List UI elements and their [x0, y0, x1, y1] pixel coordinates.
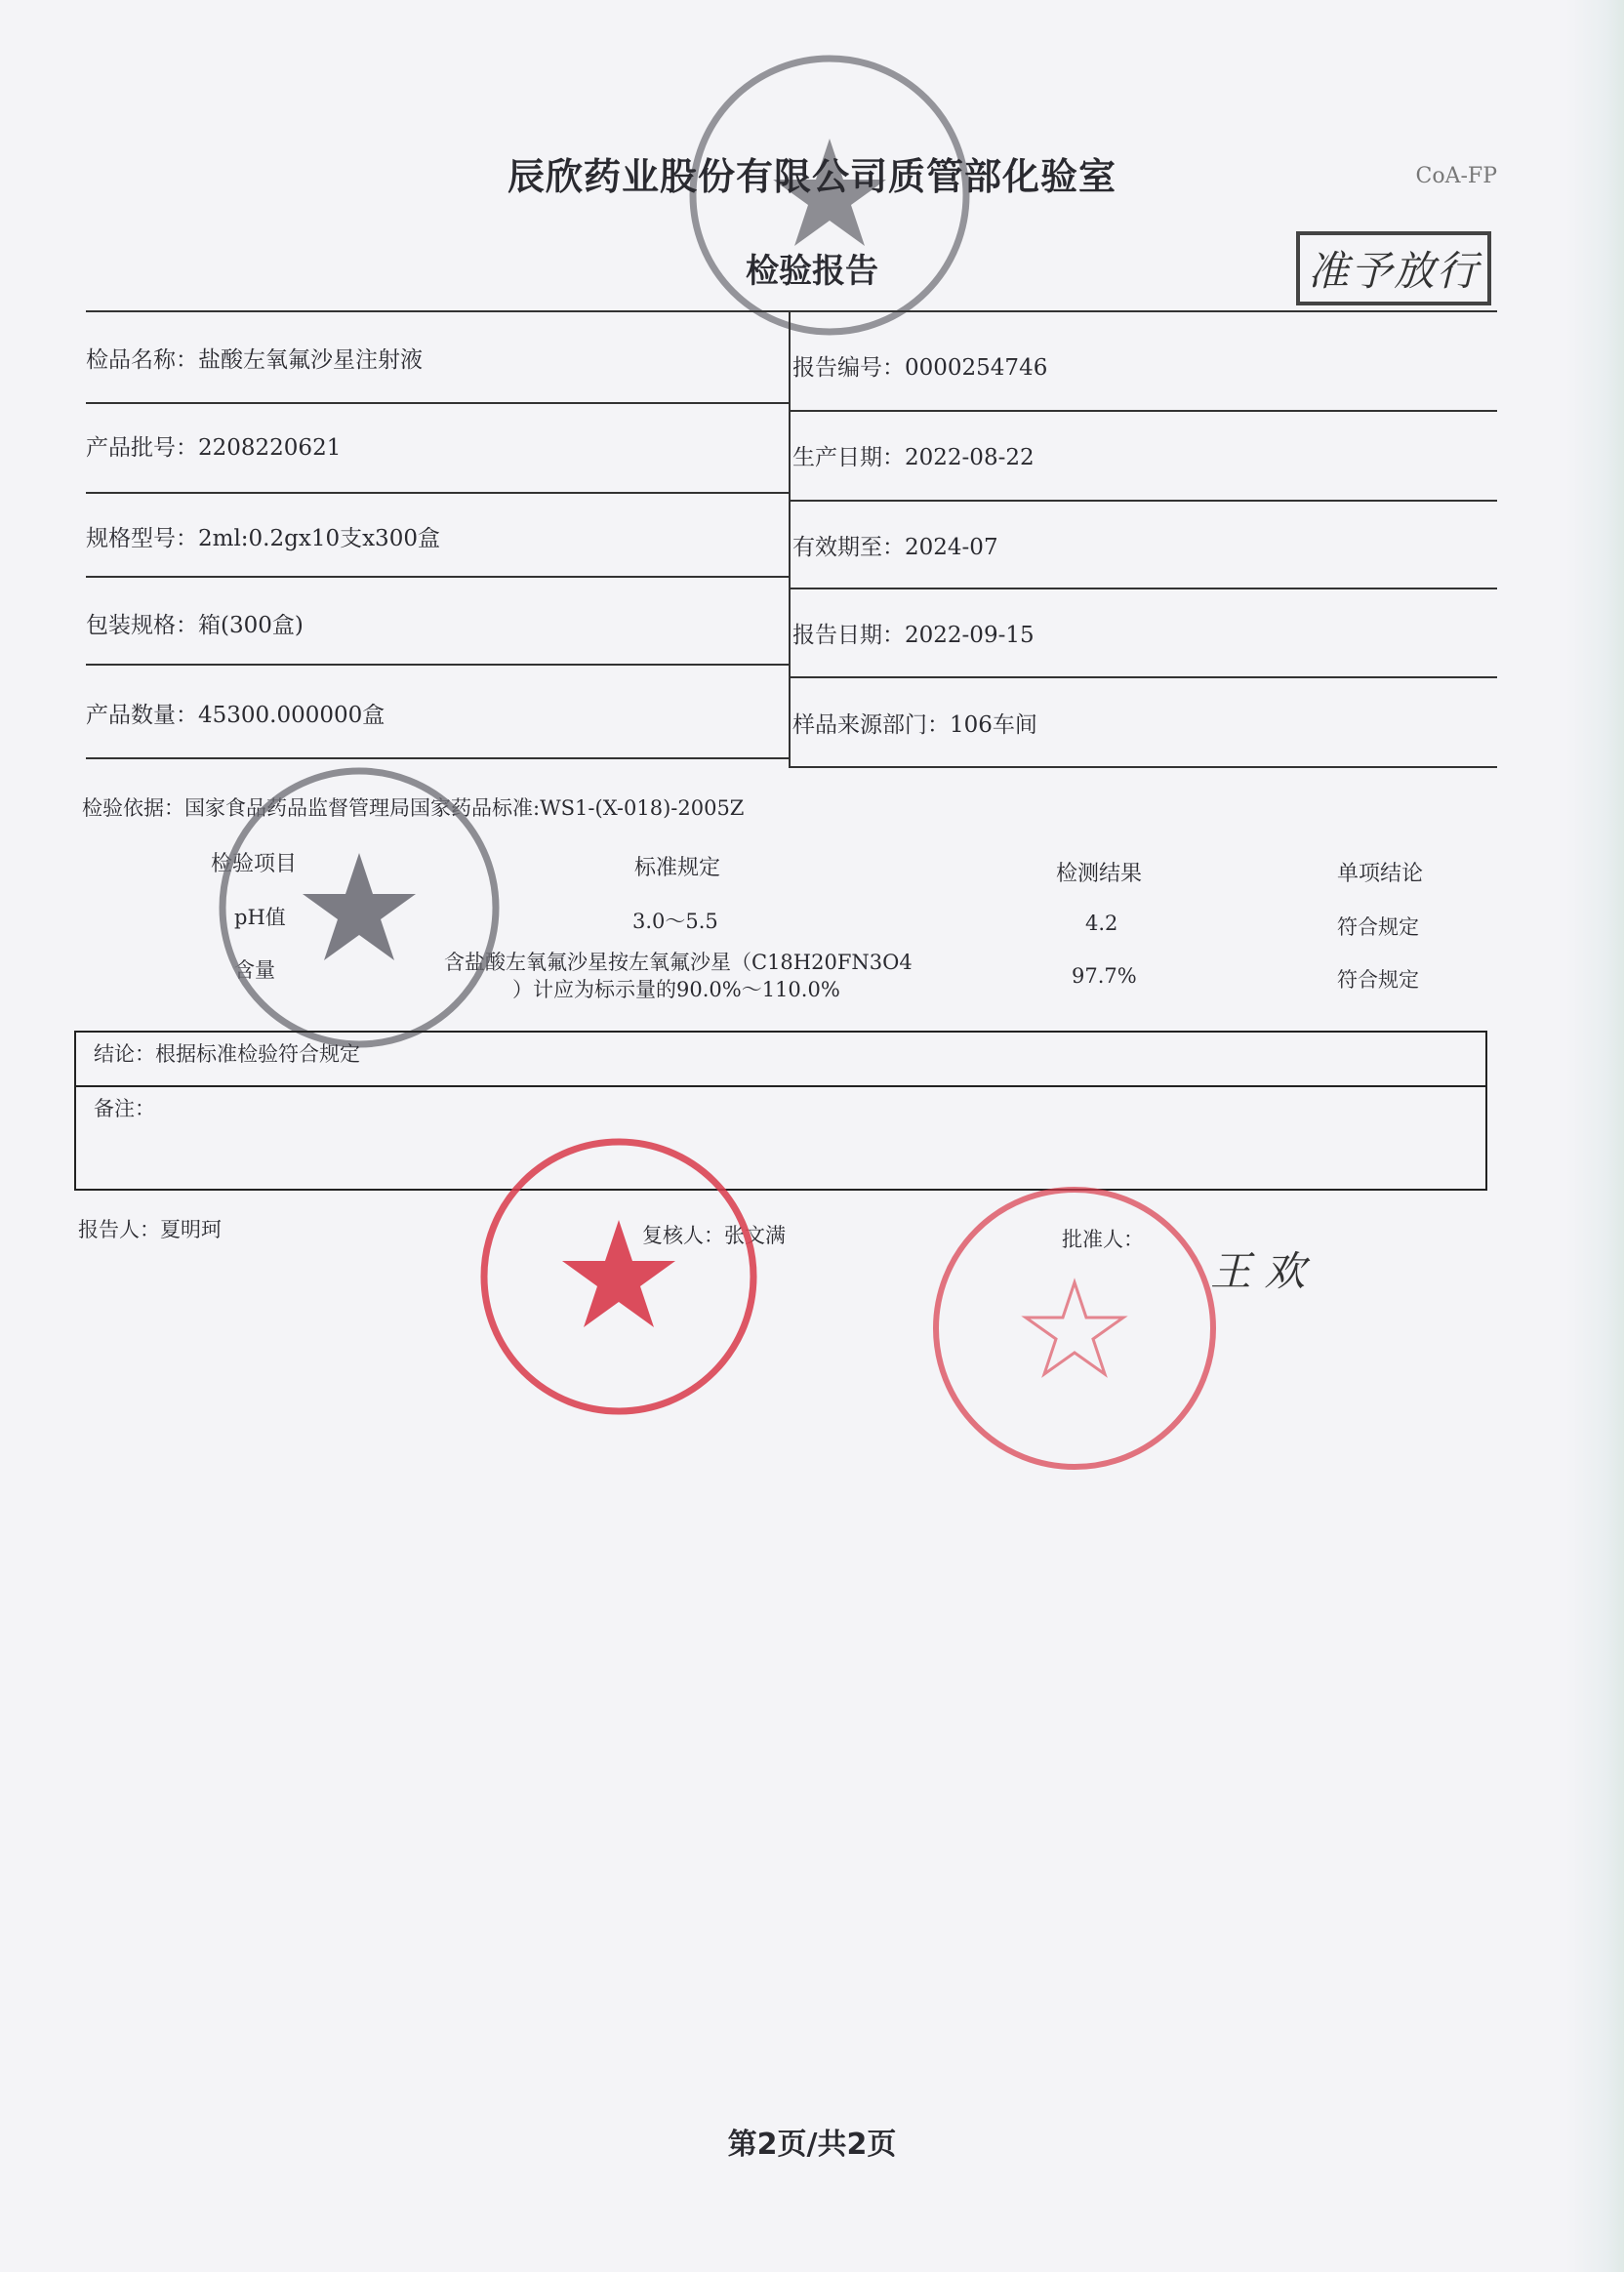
tests-header-item: 检验项目: [211, 852, 298, 876]
reviewer: 复核人：张文满: [642, 1224, 786, 1247]
company-stamp-red: [474, 1132, 763, 1421]
product-name: 检品名称：盐酸左氧氟沙星注射液: [86, 347, 423, 373]
conclusion-divider: [76, 1085, 1485, 1087]
tests-header-standard: 标准规定: [634, 856, 721, 880]
grid-rule: [86, 492, 789, 494]
remarks-label: 备注：: [94, 1097, 155, 1120]
test-row-result: 97.7%: [1072, 964, 1137, 988]
grid-rule: [86, 576, 789, 578]
scan-edge-shadow: [1565, 0, 1624, 2272]
company-lab-title: 辰欣药业股份有限公司质管部化验室: [507, 155, 1116, 198]
test-row-item: pH值: [234, 906, 286, 929]
grid-rule: [789, 676, 1497, 678]
report-number: 报告编号：0000254746: [792, 355, 1048, 381]
quality-stamp-gray: [213, 761, 506, 1054]
grid-rule: [789, 410, 1497, 412]
test-row-standard: 含盐酸左氧氟沙星按左氧氟沙星（C18H20FN3O4: [444, 951, 913, 974]
doc-code: CoA-FP: [1415, 164, 1497, 188]
test-row-standard: 3.0～5.5: [632, 910, 718, 933]
test-row-standard-cont: ）计应为标示量的90.0%～110.0%: [512, 978, 840, 1001]
company-stamp-red-graphic: [474, 1132, 763, 1421]
conclusion-text: 结论：根据标准检验符合规定: [94, 1042, 360, 1066]
spec-model: 规格型号：2ml:0.2gx10支x300盒: [86, 526, 440, 551]
grid-divider: [789, 310, 791, 767]
test-row-conclusion: 符合规定: [1337, 968, 1419, 992]
packaging-spec: 包装规格：箱(300盒): [86, 613, 304, 638]
test-row-result: 4.2: [1085, 912, 1118, 935]
grid-rule: [86, 310, 1497, 312]
grid-rule: [789, 766, 1497, 768]
grid-rule: [86, 757, 789, 759]
batch-number: 产品批号：2208220621: [86, 435, 342, 461]
report-date: 报告日期：2022-09-15: [792, 623, 1035, 648]
report-title: 检验报告: [746, 252, 878, 291]
approver-label: 批准人：: [1062, 1228, 1144, 1251]
sample-source: 样品来源部门：106车间: [792, 712, 1037, 738]
expiry-date: 有效期至：2024-07: [792, 535, 998, 560]
tests-header-result: 检测结果: [1056, 862, 1143, 886]
product-quantity: 产品数量：45300.000000盒: [86, 703, 386, 728]
quality-stamp-gray-graphic: [213, 761, 506, 1054]
test-row-conclusion: 符合规定: [1337, 915, 1419, 939]
quality-stamp-red-graphic: [927, 1181, 1222, 1476]
grid-rule: [789, 588, 1497, 589]
grid-rule: [86, 402, 789, 404]
release-stamp: 准予放行: [1296, 231, 1491, 305]
reporter: 报告人：夏明珂: [78, 1218, 222, 1241]
test-row-item: 含量: [234, 958, 275, 982]
approver-signature: 王 欢: [1210, 1247, 1306, 1295]
quality-stamp-red: [927, 1181, 1222, 1476]
test-basis: 检验依据：国家食品药品监督管理局国家药品标准:WS1-(X-018)-2005Z: [82, 796, 745, 820]
production-date: 生产日期：2022-08-22: [792, 445, 1035, 470]
grid-rule: [86, 664, 789, 666]
grid-rule: [789, 500, 1497, 502]
page-indicator: 第2页/共2页: [727, 2128, 897, 2162]
tests-header-conclusion: 单项结论: [1337, 862, 1424, 886]
